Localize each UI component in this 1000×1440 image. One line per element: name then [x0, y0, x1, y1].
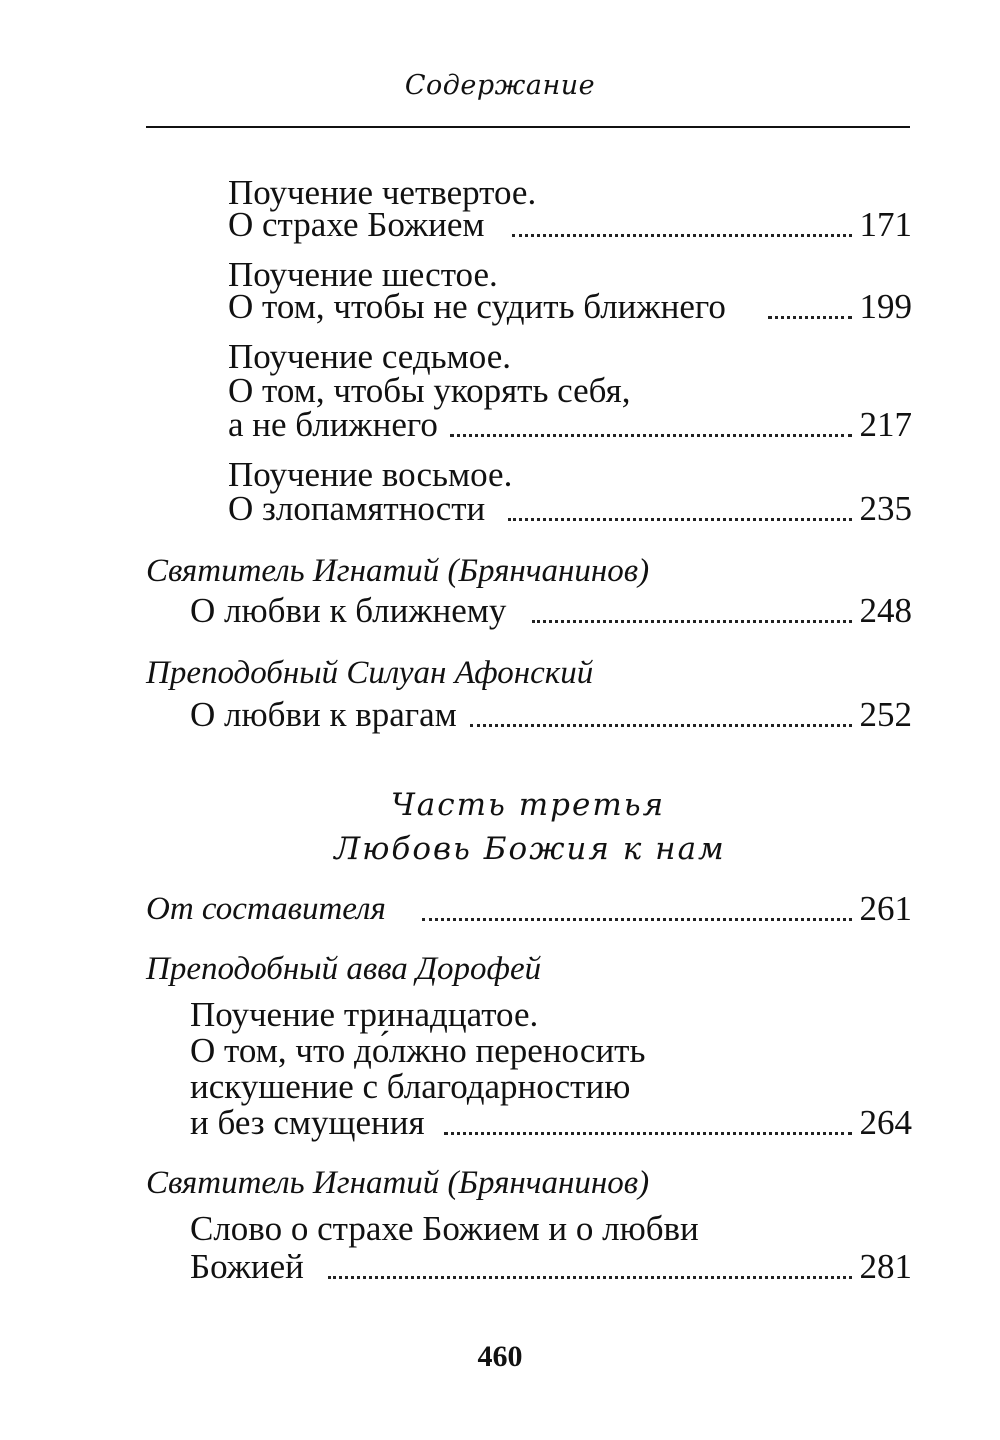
page-number: 281: [859, 1247, 912, 1286]
part-subtitle: Любовь Божия к нам: [334, 831, 726, 867]
page-number: 264: [859, 1103, 912, 1142]
folio-page-number: 460: [477, 1340, 523, 1373]
dot-leader: [470, 724, 852, 727]
entry-line: О любви к ближнему: [190, 591, 507, 630]
author-name: Святитель Игнатий (Брянчанинов): [146, 553, 650, 589]
dot-leader: [422, 918, 852, 921]
entry-line: О страхе Божием: [228, 205, 485, 244]
page-number: 252: [859, 695, 912, 734]
dot-leader: [450, 434, 852, 437]
entry-line: Божией: [190, 1247, 304, 1286]
entry-line: О том, чтобы не судить ближнего: [228, 287, 726, 326]
page-number: 235: [859, 489, 912, 528]
dot-leader: [328, 1276, 852, 1279]
entry-line: а не ближнего: [228, 405, 438, 444]
entry-line: и без смущения: [190, 1103, 425, 1142]
dot-leader: [444, 1132, 852, 1135]
entry-line: О любви к врагам: [190, 695, 457, 734]
entry-line: О злопамятности: [228, 489, 486, 528]
part-title: Часть третья: [390, 787, 666, 823]
running-head: Содержание: [404, 70, 596, 101]
dot-leader: [508, 518, 852, 521]
entry-line: О том, чтобы укорять себя,: [228, 371, 631, 410]
header-rule: [146, 126, 910, 128]
entry-line: От составителя: [146, 891, 386, 927]
page-number: 261: [859, 889, 912, 928]
entry-line: Поучение тринадцатое.: [190, 995, 539, 1034]
author-name: Преподобный авва Дорофей: [146, 951, 542, 987]
dot-leader: [512, 234, 852, 237]
entry-line: Поучение восьмое.: [228, 455, 513, 494]
page-number: 171: [859, 205, 912, 244]
entry-line: О том, что до́лжно переносить: [190, 1031, 646, 1070]
entry-line: Поучение шестое.: [228, 255, 498, 294]
entry-line: Поучение четвертое.: [228, 173, 537, 212]
page-number: 217: [859, 405, 912, 444]
author-name: Святитель Игнатий (Брянчанинов): [146, 1165, 650, 1201]
page-number: 248: [859, 591, 912, 630]
dot-leader: [532, 620, 852, 623]
page-number: 199: [859, 287, 912, 326]
entry-line: Поучение седьмое.: [228, 337, 511, 376]
entry-line: Слово о страхе Божием и о любви: [190, 1209, 699, 1248]
entry-line: искушение с благодарностию: [190, 1067, 631, 1106]
author-name: Преподобный Силуан Афонский: [146, 655, 594, 691]
